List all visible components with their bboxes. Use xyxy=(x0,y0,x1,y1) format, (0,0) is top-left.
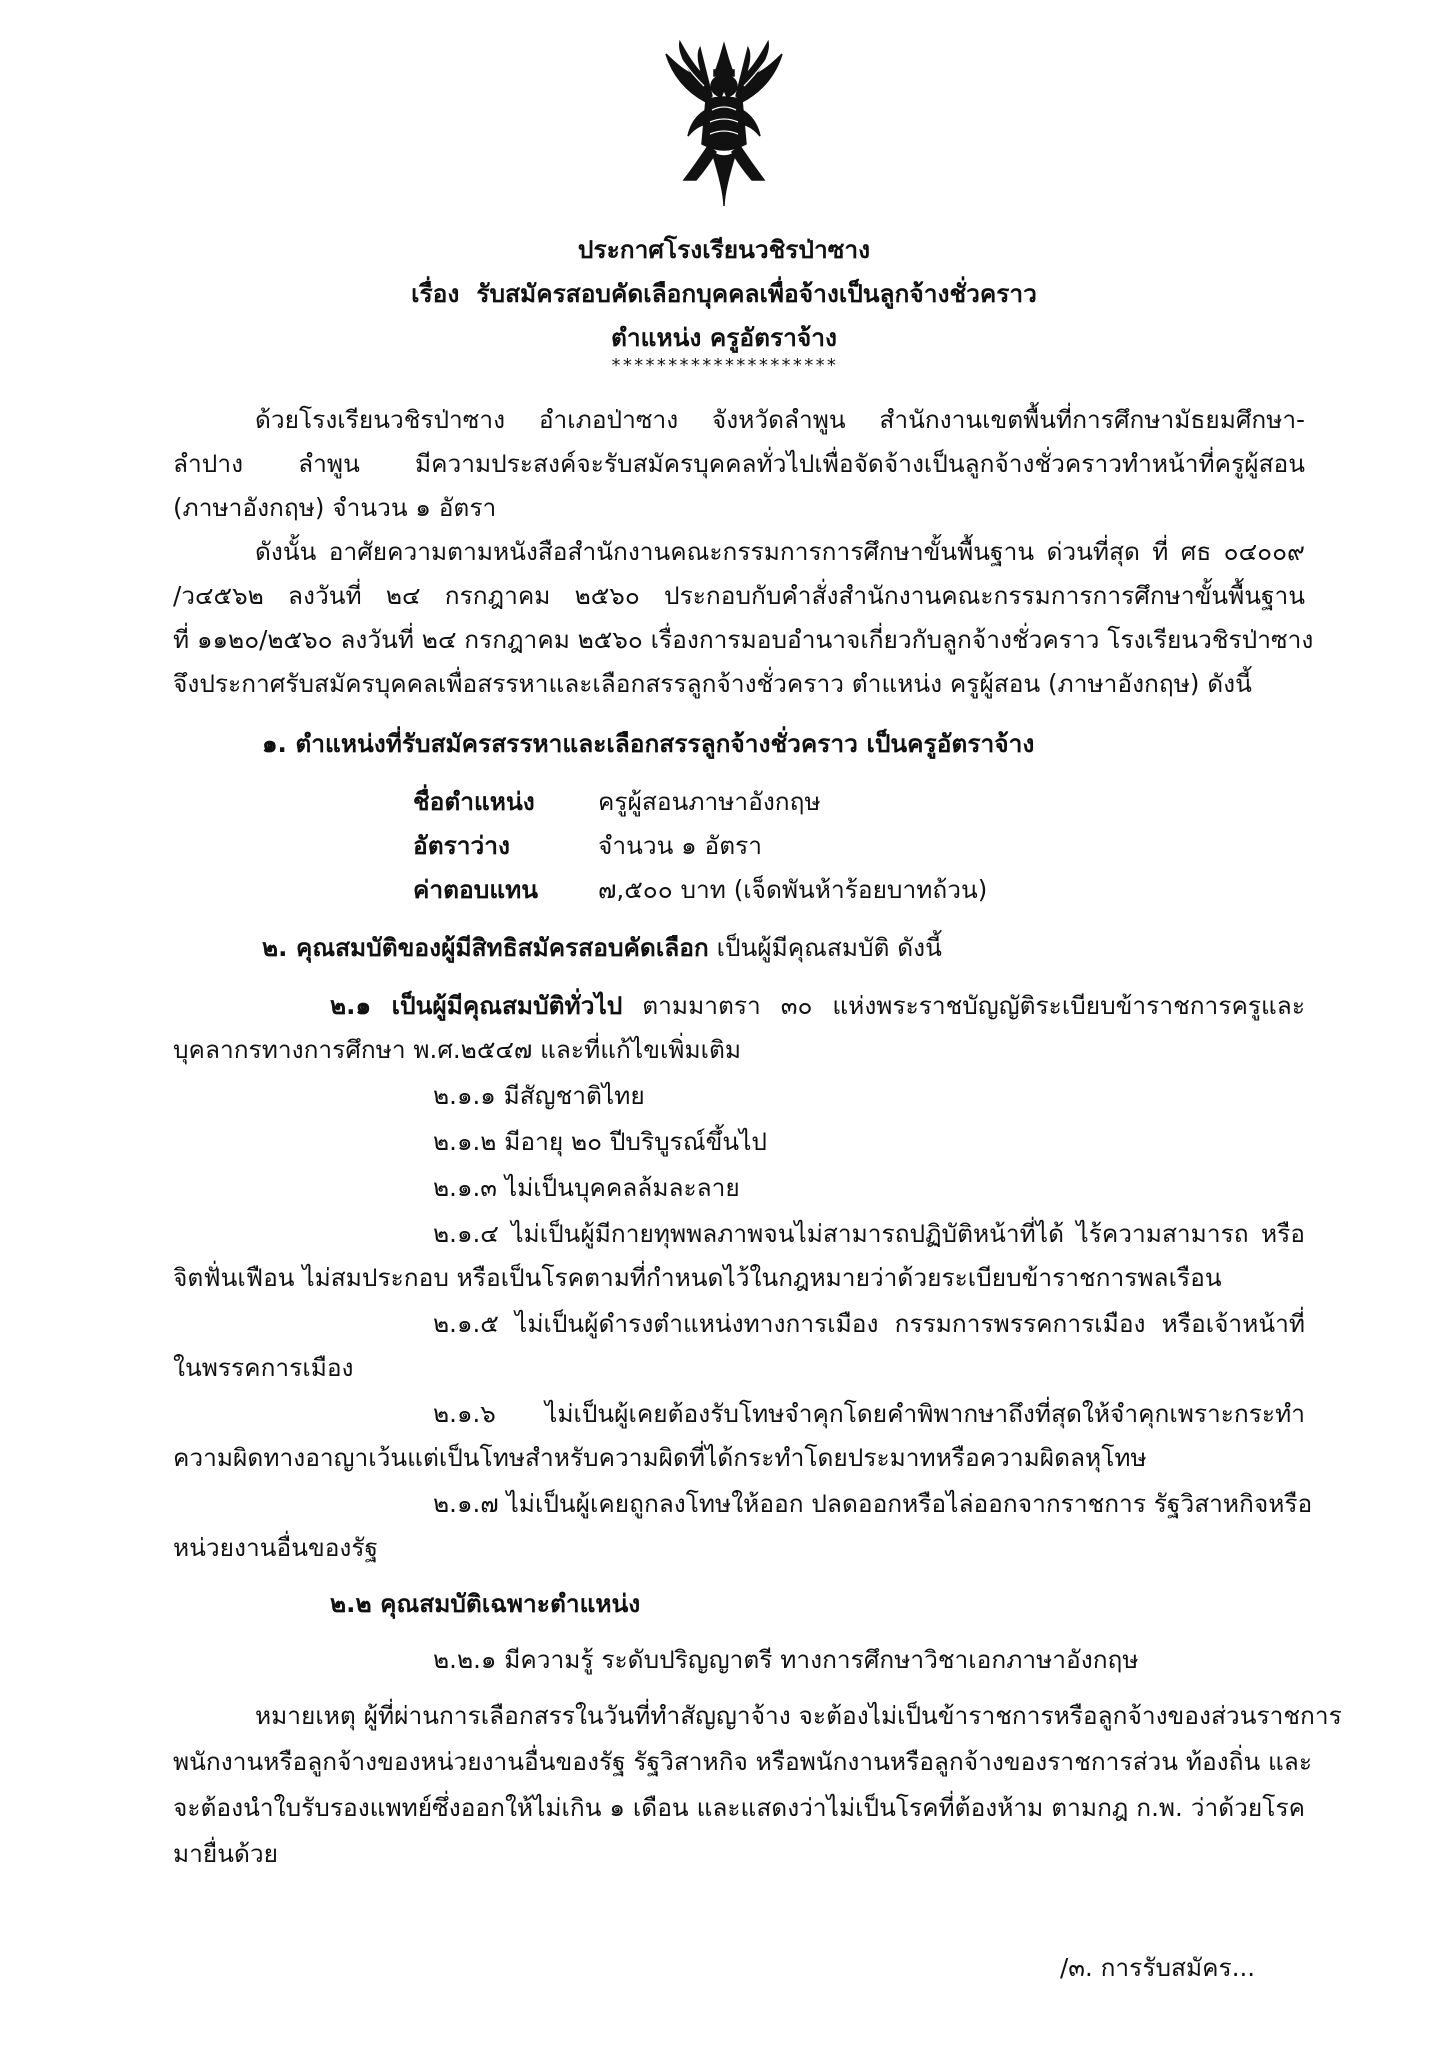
intro-paragraph-1-line-2: ลำปาง ลำพูน มีความประสงค์จะรับสมัครบุคคลทั่วไปเพื่อจัดจ้างเป็นลูกจ้างชั่วคราวทำหน้าที่ครูผู้สอน xyxy=(173,449,1305,478)
vacancy-value: จำนวน ๑ อัตรา xyxy=(598,831,763,860)
intro-paragraph-2-line-1: ดังนั้น อาศัยความตามหนังสือสำนักงานคณะกรรมการการศึกษาขั้นพื้นฐาน ด่วนที่สุด ที่ ศธ ๐๔๐๐๙ xyxy=(255,537,1305,566)
item-2-1-6-line-2: ความผิดทางอาญาเว้นแต่เป็นโทษสำหรับความผิดที่ได้กระทำโดยประมาทหรือความผิดลหุโทษ xyxy=(173,1443,1147,1472)
section-2-2-heading: ๒.๒ คุณสมบัติเฉพาะตำแหน่ง xyxy=(330,1589,641,1618)
vacancy-row xyxy=(0,826,1448,866)
item-2-1-1: ๒.๑.๑ มีสัญชาติไทย xyxy=(433,1081,645,1110)
note-line-4: มายื่นด้วย xyxy=(173,1839,279,1868)
intro-paragraph-1-line-1: ด้วยโรงเรียนวชิรป่าซาง อำเภอป่าซาง จังหวัดลำพูน สำนักงานเขตพื้นที่การศึกษามัธยมศึกษา- xyxy=(255,405,1305,434)
item-2-1-2: ๒.๑.๒ มีอายุ ๒๐ ปีบริบูรณ์ขึ้นไป xyxy=(433,1127,767,1156)
announcement-position: ตำแหน่ง ครูอัตราจ้าง xyxy=(610,323,837,352)
item-2-2-1: ๒.๒.๑ มีความรู้ ระดับปริญญาตรี ทางการศึกษาวิชาเอกภาษาอังกฤษ xyxy=(433,1645,1139,1674)
note-line-3: จะต้องนำใบรับรองแพทย์ซึ่งออกให้ไม่เกิน ๑ เดือน และแสดงว่าไม่เป็นโรคที่ต้องห้าม ตามกฎ ก.พ. ว่าด้วยโรค xyxy=(173,1793,1305,1822)
announcement-title: ประกาศโรงเรียนวชิรป่าซาง xyxy=(577,235,871,264)
intro-paragraph-2-line-4: จึงประกาศรับสมัครบุคคลเพื่อสรรหาและเลือกสรรลูกจ้างชั่วคราว ตำแหน่ง ครูผู้สอน (ภาษาอังกฤษ) ดังนี้ xyxy=(173,669,1252,698)
intro-paragraph-2-line-3: ที่ ๑๑๒๐/๒๕๖๐ ลงวันที่ ๒๔ กรกฎาคม ๒๕๖๐ เรื่องการมอบอำนาจเกี่ยวกับลูกจ้างชั่วคราว โรงเรียนวชิรป่าซาง xyxy=(173,625,1314,654)
salary-value: ๗,๕๐๐ บาท (เจ็ดพันห้าร้อยบาทถ้วน) xyxy=(598,875,988,904)
vacancy-label: อัตราว่าง xyxy=(413,831,511,860)
continued-marker: /๓. การรับสมัคร... xyxy=(1060,1953,1256,1982)
item-2-1-4-line-1: ๒.๑.๔ ไม่เป็นผู้มีกายทุพพลภาพจนไม่สามารถปฏิบัติหน้าที่ได้ ไร้ความสามารถ หรือ xyxy=(433,1219,1305,1248)
item-2-1-5-line-2: ในพรรคการเมือง xyxy=(173,1353,354,1382)
announcement-subject xyxy=(0,274,1448,314)
section-2-heading-rest: เป็นผู้มีคุณสมบัติ ดังนี้ xyxy=(716,933,942,962)
section-2-1-text: ตามมาตรา ๓๐ แห่งพระราชบัญญัติระเบียบข้าราชการครูและ xyxy=(642,991,1305,1020)
section-2-1-line-1 xyxy=(330,986,1305,1026)
salary-label: ค่าตอบแทน xyxy=(413,875,539,904)
note-line-2: พนักงานหรือลูกจ้างของหน่วยงานอื่นของรัฐ รัฐวิสาหกิจ หรือพนักงานหรือลูกจ้างของราชการส่วน ท้องถิ่น และ xyxy=(173,1747,1312,1776)
position-name-row xyxy=(0,782,1448,822)
item-2-1-3: ๒.๑.๓ ไม่เป็นบุคคลล้มละลาย xyxy=(433,1173,740,1202)
item-2-1-5-line-1: ๒.๑.๕ ไม่เป็นผู้ดำรงตำแหน่งทางการเมือง กรรมการพรรคการเมือง หรือเจ้าหน้าที่ xyxy=(433,1309,1305,1338)
item-2-1-7-line-1: ๒.๑.๗ ไม่เป็นผู้เคยถูกลงโทษให้ออก ปลดออกหรือไล่ออกจากราชการ รัฐวิสาหกิจหรือ xyxy=(433,1489,1313,1518)
subject-text: รับสมัครสอบคัดเลือกบุคคลเพื่อจ้างเป็นลูกจ้างชั่วคราว xyxy=(476,279,1037,308)
item-2-1-6-line-1: ๒.๑.๖ ไม่เป็นผู้เคยต้องรับโทษจำคุกโดยคำพิพากษาถึงที่สุดให้จำคุกเพราะกระทำ xyxy=(433,1399,1305,1428)
position-name-value: ครูผู้สอนภาษาอังกฤษ xyxy=(598,787,821,816)
section-1-heading: ๑. ตำแหน่งที่รับสมัครสรรหาและเลือกสรรลูกจ้างชั่วคราว เป็นครูอัตราจ้าง xyxy=(262,729,1035,758)
garuda-emblem xyxy=(662,40,786,210)
salary-row xyxy=(0,870,1448,910)
subject-label: เรื่อง xyxy=(411,279,460,308)
section-2-heading xyxy=(262,928,1302,968)
item-2-1-4-line-2: จิตฟั่นเฟือน ไม่สมประกอบ หรือเป็นโรคตามที่กำหนดไว้ในกฎหมายว่าด้วยระเบียบข้าราชการพลเรือน xyxy=(173,1263,1222,1292)
intro-paragraph-2-line-2: /ว๔๕๖๒ ลงวันที่ ๒๔ กรกฎาคม ๒๕๖๐ ประกอบกับคำสั่งสำนักงานคณะกรรมการการศึกษาขั้นพื้นฐาน xyxy=(173,581,1305,610)
section-2-1-line-2: บุคลากรทางการศึกษา พ.ศ.๒๕๔๗ และที่แก้ไขเพิ่มเติม xyxy=(173,1035,742,1064)
note-line-1: หมายเหตุ ผู้ที่ผ่านการเลือกสรรในวันที่ทำสัญญาจ้าง จะต้องไม่เป็นข้าราชการหรือลูกจ้างของส่วนราชการ xyxy=(255,1701,1342,1730)
item-2-1-7-line-2: หน่วยงานอื่นของรัฐ xyxy=(173,1533,379,1562)
star-divider: ******************** xyxy=(610,355,838,376)
intro-paragraph-1-line-3: (ภาษาอังกฤษ) จำนวน ๑ อัตรา xyxy=(173,493,497,522)
position-name-label: ชื่อตำแหน่ง xyxy=(413,787,535,816)
section-2-1-title: ๒.๑ เป็นผู้มีคุณสมบัติทั่วไป xyxy=(330,991,623,1020)
section-2-heading-bold: ๒. คุณสมบัติของผู้มีสิทธิสมัครสอบคัดเลือก xyxy=(262,933,709,962)
